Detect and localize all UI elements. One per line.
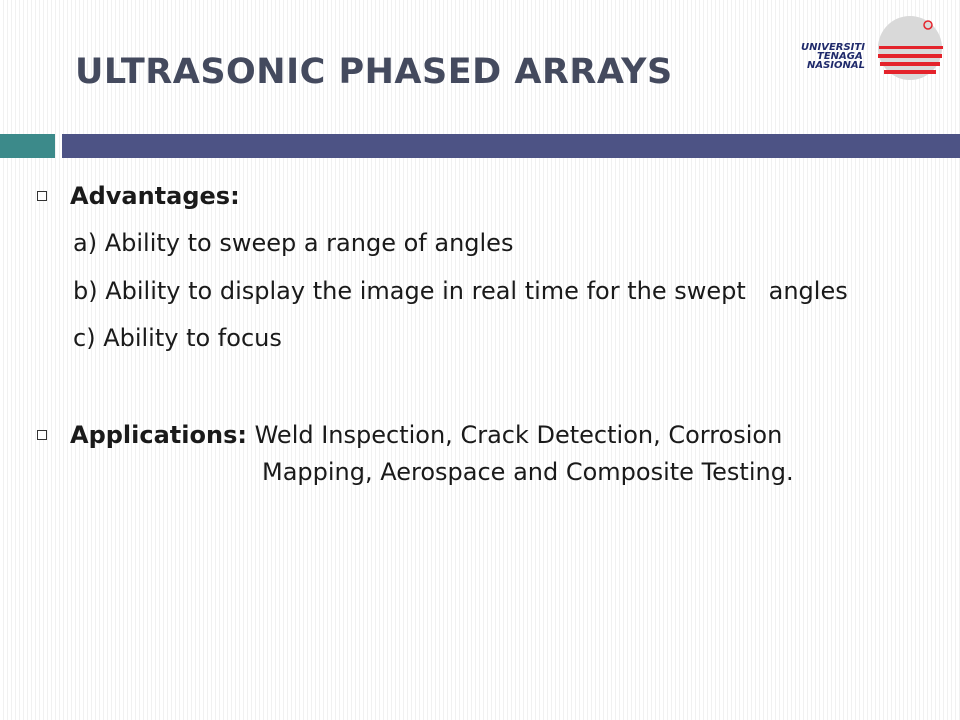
applications-line-1	[70, 420, 782, 450]
logo-red-stripes	[878, 54, 942, 74]
advantage-item: b) Ability to display the image in real time for the swept angles	[73, 277, 848, 305]
accent-bar-teal	[0, 134, 55, 158]
logo-text-line-2: TENAGA	[817, 51, 863, 62]
applications-heading: Applications:	[70, 421, 247, 449]
applications-text-1: Weld Inspection, Crack Detection, Corrosion	[246, 421, 783, 449]
advantage-item: c) Ability to focus	[73, 324, 282, 352]
slide-title: ULTRASONIC PHASED ARRAYS	[75, 52, 673, 92]
bullet-icon	[37, 191, 47, 201]
logo-text-line-1: UNIVERSITI	[801, 42, 865, 53]
university-logo	[797, 16, 945, 80]
logo-red-band	[879, 46, 943, 49]
bullet-icon	[37, 430, 47, 440]
accent-bar-navy	[62, 134, 960, 158]
logo-text-line-3: NASIONAL	[807, 60, 866, 71]
applications-line-2: Mapping, Aerospace and Composite Testing.	[262, 458, 794, 486]
advantage-item: a) Ability to sweep a range of angles	[73, 229, 514, 257]
advantages-heading: Advantages:	[70, 182, 240, 210]
